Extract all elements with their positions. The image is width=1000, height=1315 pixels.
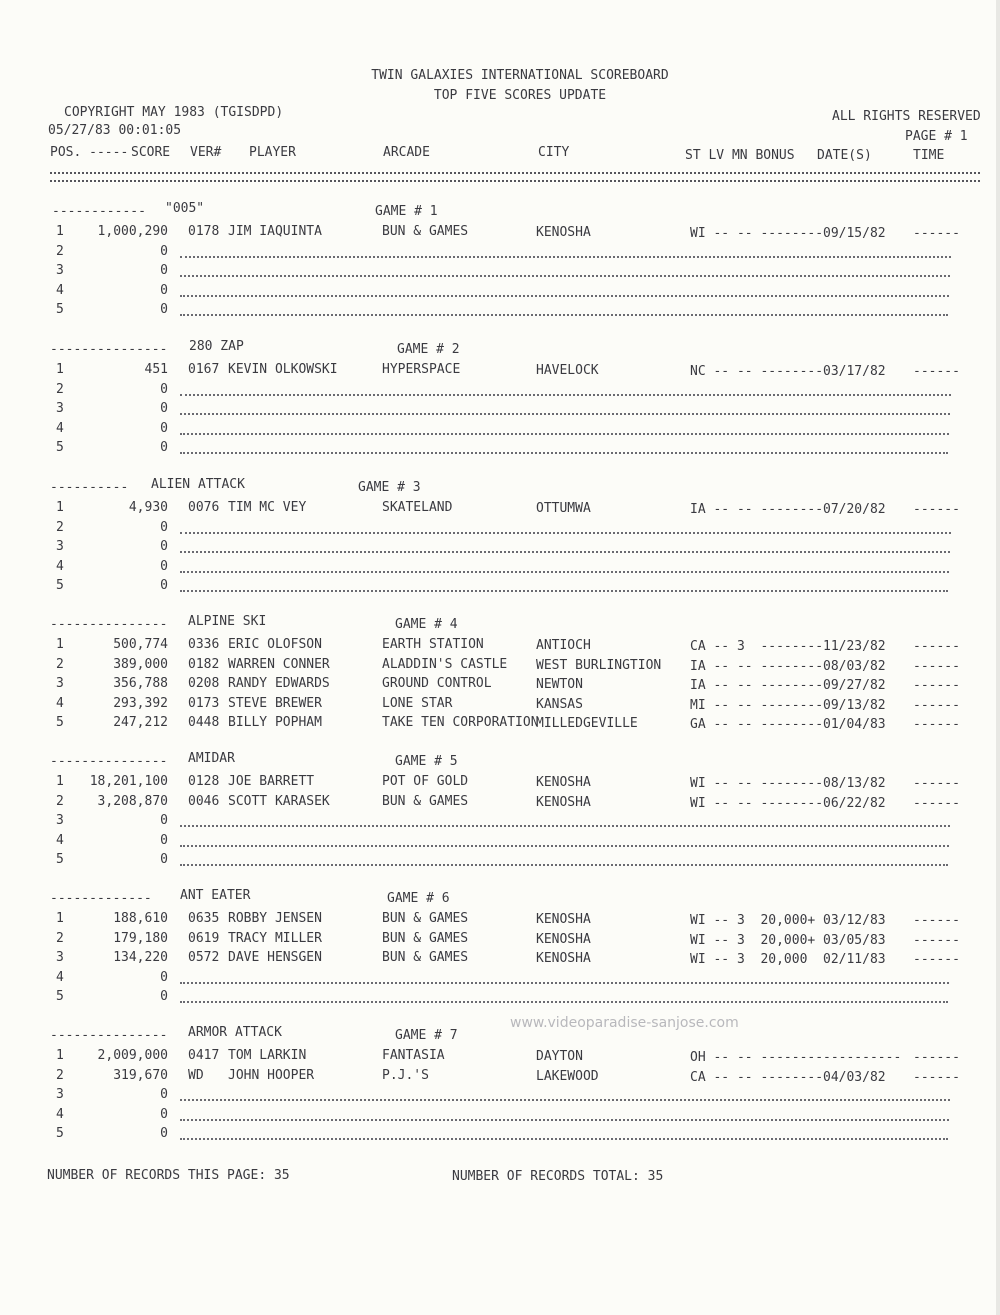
game-number: GAME # 4 (395, 617, 458, 632)
row-score: 500,774 (113, 637, 168, 652)
row-position: 4 (56, 970, 64, 985)
row-score: 247,212 (113, 715, 168, 730)
row-city: LAKEWOOD (536, 1069, 599, 1084)
row-player: TIM MC VEY (228, 500, 307, 515)
copyright-notice: COPYRIGHT MAY 1983 (TGISDPD) (64, 105, 284, 120)
col-pos: POS. ----- (50, 145, 129, 160)
row-player: RANDY EDWARDS (228, 676, 330, 691)
row-city: OTTUMWA (536, 501, 591, 516)
row-city: KENOSHA (536, 912, 591, 927)
empty-row-dots (180, 394, 951, 396)
game-name: AMIDAR (188, 751, 235, 766)
row-position: 2 (56, 794, 64, 809)
row-position: 5 (56, 1126, 64, 1141)
col-score: SCORE (131, 145, 171, 160)
row-stats: WI -- 3 20,000 (690, 952, 816, 967)
empty-row-dots (180, 571, 949, 573)
game-name: ALPINE SKI (188, 614, 267, 629)
row-player: JIM IAQUINTA (228, 224, 322, 239)
col-city: CITY (538, 145, 570, 160)
row-score: 179,180 (113, 931, 168, 946)
row-score: 0 (160, 283, 168, 298)
empty-row-dots (180, 275, 950, 277)
row-player: SCOTT KARASEK (228, 794, 330, 809)
game-name: ARMOR ATTACK (188, 1025, 282, 1040)
row-player: DAVE HENSGEN (228, 950, 322, 965)
row-ver: 0178 (188, 224, 220, 239)
col-date: DATE(S) (817, 148, 872, 163)
col-player: PLAYER (249, 145, 296, 160)
row-city: KENOSHA (536, 932, 591, 947)
empty-row-dots (180, 256, 951, 258)
report-title: TWIN GALAXIES INTERNATIONAL SCOREBOARD (371, 68, 669, 83)
row-score: 0 (160, 833, 168, 848)
row-arcade: TAKE TEN CORPORATION (382, 715, 539, 730)
section-dashes: --------------- (50, 1028, 168, 1043)
row-date: 06/22/82 (823, 796, 886, 811)
row-date: 04/03/82 (823, 1070, 886, 1085)
empty-row-dots (180, 864, 948, 866)
row-score: 0 (160, 813, 168, 828)
row-player: TRACY MILLER (228, 931, 322, 946)
row-time: ------ (913, 717, 960, 732)
row-position: 5 (56, 578, 64, 593)
row-city: ANTIOCH (536, 638, 591, 653)
empty-row-dots (180, 532, 951, 534)
row-position: 4 (56, 421, 64, 436)
row-score: 0 (160, 578, 168, 593)
row-arcade: BUN & GAMES (382, 224, 469, 239)
row-ver: 0208 (188, 676, 220, 691)
row-score: 0 (160, 440, 168, 455)
row-player: ERIC OLOFSON (228, 637, 322, 652)
row-city: HAVELOCK (536, 363, 599, 378)
row-city: KENOSHA (536, 775, 591, 790)
row-score: 0 (160, 852, 168, 867)
row-ver: 0619 (188, 931, 220, 946)
row-player: ROBBY JENSEN (228, 911, 322, 926)
row-position: 3 (56, 1087, 64, 1102)
row-stats: CA -- 3 -------- (690, 639, 824, 654)
row-ver: 0173 (188, 696, 220, 711)
row-city: WEST BURLINGTION (536, 658, 662, 673)
row-position: 4 (56, 833, 64, 848)
game-name: "005" (165, 201, 205, 216)
row-score: 0 (160, 263, 168, 278)
row-time: ------ (913, 933, 960, 948)
row-stats: WI -- 3 20,000+ (690, 913, 816, 928)
row-ver: 0336 (188, 637, 220, 652)
row-score: 0 (160, 244, 168, 259)
row-position: 2 (56, 244, 64, 259)
row-date: 11/23/82 (823, 639, 886, 654)
row-arcade: BUN & GAMES (382, 794, 469, 809)
row-score: 0 (160, 989, 168, 1004)
row-time: ------ (913, 776, 960, 791)
row-position: 4 (56, 283, 64, 298)
col-stats: ST LV MN BONUS (685, 148, 795, 163)
row-ver: 0128 (188, 774, 220, 789)
empty-row-dots (180, 551, 950, 553)
game-number: GAME # 2 (397, 342, 460, 357)
col-arcade: ARCADE (383, 145, 430, 160)
row-position: 4 (56, 1107, 64, 1122)
row-score: 0 (160, 520, 168, 535)
row-position: 3 (56, 950, 64, 965)
row-arcade: LONE STAR (382, 696, 453, 711)
row-stats: NC -- -- -------- (690, 364, 824, 379)
row-player: JOE BARRETT (228, 774, 315, 789)
row-time: ------ (913, 796, 960, 811)
row-time: ------ (913, 913, 960, 928)
row-stats: OH -- -- -------- (690, 1050, 824, 1065)
row-score: 0 (160, 401, 168, 416)
row-date: 01/04/83 (823, 717, 886, 732)
row-date: 07/20/82 (823, 502, 886, 517)
row-score: 3,208,870 (97, 794, 168, 809)
report-timestamp: 05/27/83 00:01:05 (48, 123, 182, 138)
empty-row-dots (180, 825, 950, 827)
row-date: 02/11/83 (823, 952, 886, 967)
row-stats: WI -- -- -------- (690, 796, 824, 811)
row-score: 4,930 (128, 500, 168, 515)
row-arcade: POT OF GOLD (382, 774, 469, 789)
game-number: GAME # 6 (387, 891, 450, 906)
row-score: 0 (160, 382, 168, 397)
row-time: ------ (913, 1050, 960, 1065)
report-subtitle: TOP FIVE SCORES UPDATE (433, 88, 607, 103)
row-player: JOHN HOOPER (228, 1068, 315, 1083)
row-score: 356,788 (113, 676, 168, 691)
row-position: 1 (56, 911, 64, 926)
row-position: 5 (56, 989, 64, 1004)
row-arcade: FANTASIA (382, 1048, 445, 1063)
row-player: STEVE BREWER (228, 696, 322, 711)
row-position: 1 (56, 362, 64, 377)
game-number: GAME # 1 (375, 204, 438, 219)
row-ver: 0046 (188, 794, 220, 809)
row-arcade: BUN & GAMES (382, 950, 469, 965)
row-stats: WI -- 3 20,000+ (690, 933, 816, 948)
empty-row-dots (180, 413, 950, 415)
section-dashes: ---------- (50, 480, 129, 495)
game-name: ANT EATER (180, 888, 251, 903)
empty-row-dots (180, 1099, 950, 1101)
row-position: 2 (56, 520, 64, 535)
empty-row-dots (180, 433, 949, 435)
row-position: 5 (56, 440, 64, 455)
col-ver: VER# (190, 145, 222, 160)
section-dashes: --------------- (50, 342, 168, 357)
row-position: 3 (56, 676, 64, 691)
row-player: KEVIN OLKOWSKI (228, 362, 338, 377)
game-number: GAME # 5 (395, 754, 458, 769)
row-arcade: BUN & GAMES (382, 931, 469, 946)
row-position: 2 (56, 657, 64, 672)
section-dashes: ------------- (50, 891, 152, 906)
row-position: 1 (56, 1048, 64, 1063)
row-date: 09/13/82 (823, 698, 886, 713)
section-dashes: --------------- (50, 754, 168, 769)
row-score: 0 (160, 302, 168, 317)
row-date: 09/27/82 (823, 678, 886, 693)
row-stats: GA -- -- -------- (690, 717, 824, 732)
row-time: ------ (913, 952, 960, 967)
row-date: 03/12/83 (823, 913, 886, 928)
game-number: GAME # 3 (358, 480, 421, 495)
row-stats: IA -- -- -------- (690, 502, 824, 517)
row-score: 188,610 (113, 911, 168, 926)
row-position: 1 (56, 637, 64, 652)
row-score: 0 (160, 539, 168, 554)
row-arcade: BUN & GAMES (382, 911, 469, 926)
rights-notice: ALL RIGHTS RESERVED (832, 109, 981, 124)
game-number: GAME # 7 (395, 1028, 458, 1043)
page-number: PAGE # 1 (905, 129, 968, 144)
header-divider (50, 172, 980, 182)
empty-row-dots (180, 314, 948, 316)
row-arcade: GROUND CONTROL (382, 676, 492, 691)
row-time: ------ (913, 502, 960, 517)
row-arcade: P.J.'S (382, 1068, 429, 1083)
row-date: 08/13/82 (823, 776, 886, 791)
empty-row-dots (180, 1138, 948, 1140)
row-city: DAYTON (536, 1049, 583, 1064)
section-dashes: --------------- (50, 617, 168, 632)
row-date: 03/05/83 (823, 933, 886, 948)
game-name: ALIEN ATTACK (151, 477, 245, 492)
row-score: 451 (144, 362, 168, 377)
row-score: 0 (160, 421, 168, 436)
row-score: 389,000 (113, 657, 168, 672)
row-player: TOM LARKIN (228, 1048, 307, 1063)
row-time: ------ (913, 698, 960, 713)
row-time: ------ (913, 1070, 960, 1085)
empty-row-dots (180, 590, 948, 592)
section-dashes: ------------ (52, 204, 146, 219)
row-score: 18,201,100 (89, 774, 168, 789)
row-position: 2 (56, 382, 64, 397)
row-score: 0 (160, 1087, 168, 1102)
game-name: 280 ZAP (189, 339, 244, 354)
row-stats: IA -- -- -------- (690, 678, 824, 693)
row-date: ---------- (823, 1050, 902, 1065)
row-date: 09/15/82 (823, 226, 886, 241)
row-position: 1 (56, 774, 64, 789)
empty-row-dots (180, 1119, 949, 1121)
row-city: KENOSHA (536, 951, 591, 966)
row-time: ------ (913, 678, 960, 693)
row-time: ------ (913, 659, 960, 674)
row-score: 0 (160, 1126, 168, 1141)
row-position: 1 (56, 500, 64, 515)
row-score: 1,000,290 (97, 224, 168, 239)
row-position: 2 (56, 1068, 64, 1083)
empty-row-dots (180, 1001, 948, 1003)
row-date: 03/17/82 (823, 364, 886, 379)
row-city: KANSAS (536, 697, 583, 712)
row-time: ------ (913, 639, 960, 654)
row-city: MILLEDGEVILLE (536, 716, 638, 731)
row-position: 2 (56, 931, 64, 946)
row-position: 3 (56, 813, 64, 828)
watermark: www.videoparadise-sanjose.com (510, 1015, 739, 1031)
row-city: KENOSHA (536, 225, 591, 240)
row-player: BILLY POPHAM (228, 715, 322, 730)
row-arcade: ALADDIN'S CASTLE (382, 657, 508, 672)
row-stats: IA -- -- -------- (690, 659, 824, 674)
row-position: 3 (56, 539, 64, 554)
row-score: 2,009,000 (97, 1048, 168, 1063)
row-arcade: HYPERSPACE (382, 362, 461, 377)
empty-row-dots (180, 295, 949, 297)
row-score: 0 (160, 970, 168, 985)
row-ver: 0167 (188, 362, 220, 377)
row-time: ------ (913, 364, 960, 379)
row-ver: 0182 (188, 657, 220, 672)
row-city: NEWTON (536, 677, 583, 692)
row-stats: WI -- -- -------- (690, 226, 824, 241)
row-stats: WI -- -- -------- (690, 776, 824, 791)
row-position: 5 (56, 852, 64, 867)
row-position: 5 (56, 715, 64, 730)
row-score: 319,670 (113, 1068, 168, 1083)
row-arcade: EARTH STATION (382, 637, 484, 652)
row-time: ------ (913, 226, 960, 241)
row-position: 1 (56, 224, 64, 239)
row-score: 134,220 (113, 950, 168, 965)
row-ver: 0417 (188, 1048, 220, 1063)
row-stats: CA -- -- -------- (690, 1070, 824, 1085)
empty-row-dots (180, 982, 949, 984)
row-score: 0 (160, 1107, 168, 1122)
empty-row-dots (180, 452, 948, 454)
row-ver: 0635 (188, 911, 220, 926)
row-ver: 0448 (188, 715, 220, 730)
row-date: 08/03/82 (823, 659, 886, 674)
row-stats: MI -- -- -------- (690, 698, 824, 713)
row-position: 5 (56, 302, 64, 317)
row-ver: WD (188, 1068, 212, 1083)
row-score: 293,392 (113, 696, 168, 711)
row-score: 0 (160, 559, 168, 574)
row-arcade: SKATELAND (382, 500, 453, 515)
empty-row-dots (180, 845, 949, 847)
row-ver: 0076 (188, 500, 220, 515)
records-this-page: NUMBER OF RECORDS THIS PAGE: 35 (47, 1168, 290, 1183)
row-position: 3 (56, 263, 64, 278)
paper-edge (996, 0, 1000, 1315)
records-total: NUMBER OF RECORDS TOTAL: 35 (452, 1169, 664, 1184)
row-position: 4 (56, 696, 64, 711)
row-position: 4 (56, 559, 64, 574)
row-position: 3 (56, 401, 64, 416)
row-ver: 0572 (188, 950, 220, 965)
row-player: WARREN CONNER (228, 657, 330, 672)
col-time: TIME (913, 148, 945, 163)
row-city: KENOSHA (536, 795, 591, 810)
